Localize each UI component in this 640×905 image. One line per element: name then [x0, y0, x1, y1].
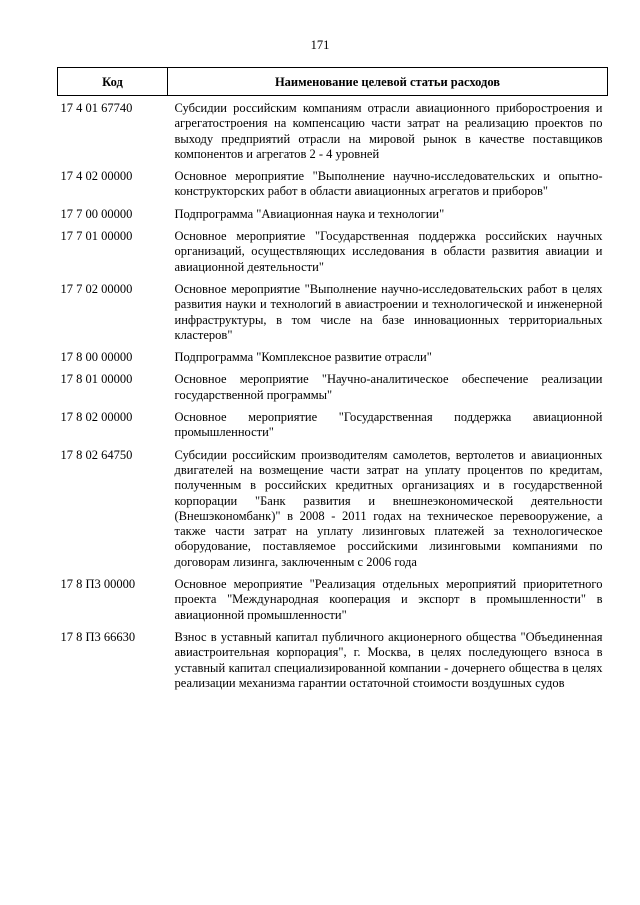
- row-code: 17 7 02 00000: [60, 281, 133, 296]
- row-name: Основное мероприятие "Государственная поддержка российских научных организаций, осуществляющих исследования в области развития авиации и авиационной деятельности": [174, 229, 603, 274]
- row-code: 17 8 П3 66630: [60, 629, 136, 644]
- header-code: Код: [58, 68, 168, 96]
- row-name: Основное мероприятие "Выполнение научно-исследовательских и опытно-конструкторских работ в области авиационных агрегатов и приборов": [174, 169, 603, 199]
- row-code: 17 8 02 00000: [60, 410, 133, 425]
- row-name: Подпрограмма "Комплексное развитие отрасли": [174, 350, 432, 365]
- row-code: 17 4 01 67740: [60, 101, 133, 115]
- table-row: [58, 282, 608, 350]
- row-name: Основное мероприятие "Научно-аналитическое обеспечение реализации государственной программы": [174, 372, 603, 402]
- row-name: Основное мероприятие "Реализация отдельных мероприятий приоритетного проекта "Международная кооперация и экспорт в промышленности" в авиационной промышленности": [174, 577, 603, 622]
- expenditure-table: [57, 67, 608, 698]
- row-name: Подпрограмма "Авиационная наука и технологии": [174, 206, 445, 221]
- row-name: Субсидии российским производителям самолетов, вертолетов и авиационных двигателей на возмещение части затрат на уплату процентов по кредитам, полученным в российских кредитных организациях и в государственной корпорации "Банк развития и внешнеэкономической деятельности (Внешэкономбанк)" в 2008 - 2011 годах на техническое перевооружение, а также части затрат на уплату лизинговых платежей за технологическое оборудование, поставляемое российскими лизинговыми компаниями по договорам лизинга, заключенным с 2006 года: [174, 447, 603, 569]
- row-code: 17 8 01 00000: [60, 372, 133, 387]
- table-row: [58, 169, 608, 207]
- row-code: 17 8 П3 00000: [60, 577, 136, 592]
- header-name: Наименование целевой статьи расходов: [168, 68, 608, 96]
- row-code: 17 8 00 00000: [60, 350, 133, 365]
- table-row: [58, 577, 608, 630]
- table-body: [58, 96, 608, 699]
- row-code: 17 8 02 64750: [60, 447, 133, 462]
- row-code: 17 7 01 00000: [60, 229, 133, 244]
- table-header: [58, 68, 608, 96]
- table-row: [58, 372, 608, 410]
- row-code: 17 4 02 00000: [60, 169, 133, 184]
- row-name: Взнос в уставный капитал публичного акционерного общества "Объединенная авиастроительная корпорация", г. Москва, в целях последующего взноса в уставный капитал специализированной компании - дочернего общества в целях реализации механизма гарантии остаточной стоимости воздушных судов: [174, 629, 603, 690]
- table-row: [58, 410, 608, 448]
- row-code: 17 7 00 00000: [60, 206, 133, 221]
- table-row: [58, 207, 608, 229]
- table-row: [58, 630, 608, 698]
- table-row: [58, 96, 608, 170]
- table-row: [58, 229, 608, 282]
- row-name: Основное мероприятие "Выполнение научно-исследовательских работ в целях развития науки и технологий в авиастроении и технологической и инженерной инфраструктуры, в том числе на базе инновационных территориальных кластеров": [174, 281, 603, 342]
- table-row: [58, 448, 608, 577]
- table-header-row: [58, 68, 608, 96]
- row-name: Субсидии российским компаниям отрасли авиационного приборостроения и агрегатостроения на компенсацию части затрат на реализацию проектов по выходу предприятий отрасли на мировой рынок в качестве поставщиков компонентов и агрегатов 2 - 4 уровней: [174, 101, 603, 161]
- row-name: Основное мероприятие "Государственная поддержка авиационной промышленности": [174, 410, 603, 440]
- table-row: [58, 350, 608, 372]
- page-number: 171: [310, 38, 330, 52]
